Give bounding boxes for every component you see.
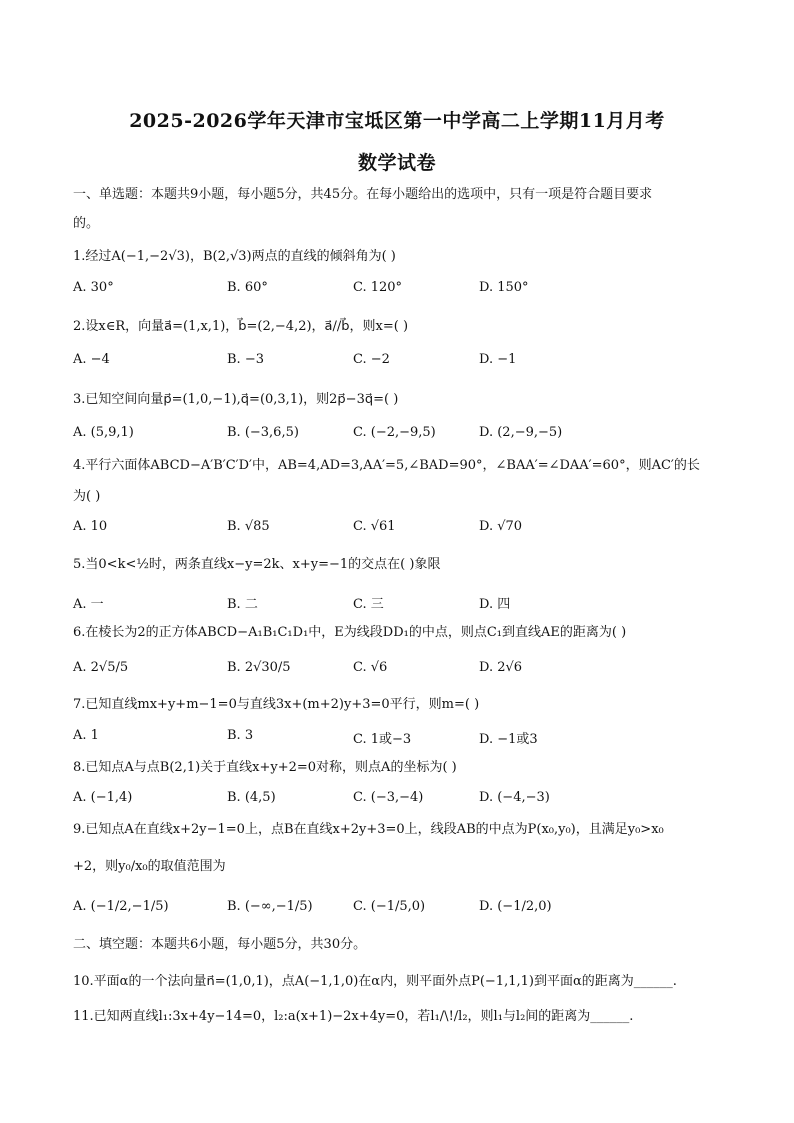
question-6-option-b[interactable]: B. 2√30/5 (227, 660, 291, 675)
question-9-option-a[interactable]: A. (−1/2,−1/5) (73, 899, 169, 914)
exam-subtitle: 数学试卷 (357, 152, 436, 174)
question-11-stem: 11.已知两直线l₁:3x+4y−14=0，l₂:a(x+1)−2x+4y=0，若l₁/\!/l₂，则l₁与l₂间的距离为______. (73, 1009, 634, 1024)
question-5-stem: 5.当0<k<½时，两条直线x−y=2k、x+y=−1的交点在( )象限 (73, 557, 441, 572)
question-1-stem: 1.经过A(−1,−2√3)，B(2,√3)两点的直线的倾斜角为( ) (73, 249, 396, 264)
question-3-options (73, 425, 733, 445)
question-8-option-a[interactable]: A. (−1,4) (73, 790, 133, 805)
question-8-stem: 8.已知点A与点B(2,1)关于直线x+y+2=0对称，则点A的坐标为( ) (73, 760, 457, 775)
question-7-option-b[interactable]: B. 3 (227, 728, 254, 743)
question-8-option-d[interactable]: D. (−4,−3) (479, 790, 550, 805)
question-4-stem: 4.平行六面体ABCD−A′B′C′D′中，AB=4,AD=3,AA′=5,∠BAD=90°，∠BAA′=∠DAA′=60°，则AC′的长 (73, 458, 700, 473)
section-fill-blank-heading: 二、填空题：本题共6小题，每小题5分，共30分。 (73, 937, 367, 952)
question-1-option-a[interactable]: A. 30° (73, 280, 114, 295)
question-2-options (73, 352, 733, 372)
question-5-option-b[interactable]: B. 二 (227, 597, 258, 612)
question-9-stem: 9.已知点A在直线x+2y−1=0上，点B在直线x+2y+3=0上，线段AB的中点为P(x₀,y₀)，且满足y₀>x₀ (73, 822, 664, 837)
question-6-stem: 6.在棱长为2的正方体ABCD−A₁B₁C₁D₁中，E为线段DD₁的中点，则点C₁到直线AE的距离为( ) (73, 625, 627, 640)
question-3-option-d[interactable]: D. (2,−9,−5) (479, 425, 563, 440)
question-7-option-d[interactable]: D. −1或3 (479, 732, 538, 747)
question-1-option-d[interactable]: D. 150° (479, 280, 529, 295)
question-8-option-c[interactable]: C. (−3,−4) (353, 790, 424, 805)
section-single-choice-heading: 一、单选题：本题共9小题，每小题5分，共45分。在每小题给出的选项中，只有一项是符合题目要求 (73, 187, 653, 202)
question-10-stem: 10.平面α的一个法向量n⃗=(1,0,1)，点A(−1,1,0)在α内，则平面外点P(−1,1,1)到平面α的距离为______. (73, 974, 677, 989)
question-2-option-b[interactable]: B. −3 (227, 352, 264, 367)
question-6-option-c[interactable]: C. √6 (353, 660, 388, 675)
question-6-option-a[interactable]: A. 2√5/5 (73, 660, 129, 675)
question-2-option-c[interactable]: C. −2 (353, 352, 390, 367)
question-9-options (73, 899, 733, 919)
question-4-stem-cont: 为( ) (73, 489, 101, 504)
question-1-option-b[interactable]: B. 60° (227, 280, 268, 295)
question-7-option-c[interactable]: C. 1或−3 (353, 732, 412, 747)
question-9-option-b[interactable]: B. (−∞,−1/5) (227, 899, 313, 914)
question-2-stem: 2.设x∈R，向量a⃗=(1,x,1)，b⃗=(2,−4,2)，a⃗//b⃗，则x=( ) (73, 319, 409, 334)
question-4-options (73, 519, 733, 539)
question-1-option-c[interactable]: C. 120° (353, 280, 403, 295)
question-3-option-a[interactable]: A. (5,9,1) (73, 425, 134, 440)
question-5-option-c[interactable]: C. 三 (353, 597, 384, 612)
question-2-option-a[interactable]: A. −4 (73, 352, 110, 367)
question-9-stem-cont: +2，则y₀/x₀的取值范围为 (73, 859, 226, 874)
question-6-option-d[interactable]: D. 2√6 (479, 660, 523, 675)
question-4-option-a[interactable]: A. 10 (73, 519, 108, 534)
question-7-options (73, 728, 733, 748)
question-9-option-d[interactable]: D. (−1/2,0) (479, 899, 552, 914)
section-single-choice-heading-cont: 的。 (73, 216, 100, 231)
question-3-option-c[interactable]: C. (−2,−9,5) (353, 425, 436, 440)
question-7-option-a[interactable]: A. 1 (73, 728, 99, 743)
question-5-option-d[interactable]: D. 四 (479, 597, 511, 612)
question-3-stem: 3.已知空间向量p⃗=(1,0,−1),q⃗=(0,3,1)，则2p⃗−3q⃗=( ) (73, 392, 399, 407)
question-9-option-c[interactable]: C. (−1/5,0) (353, 899, 426, 914)
question-7-stem: 7.已知直线mx+y+m−1=0与直线3x+(m+2)y+3=0平行，则m=( ) (73, 697, 480, 712)
question-3-option-b[interactable]: B. (−3,6,5) (227, 425, 299, 440)
question-4-option-b[interactable]: B. √85 (227, 519, 270, 534)
question-2-option-d[interactable]: D. −1 (479, 352, 517, 367)
question-8-option-b[interactable]: B. (4,5) (227, 790, 276, 805)
question-4-option-c[interactable]: C. √61 (353, 519, 396, 534)
question-5-options (73, 593, 733, 613)
question-1-options (73, 280, 733, 300)
question-6-options (73, 660, 733, 680)
question-4-option-d[interactable]: D. √70 (479, 519, 523, 534)
question-8-options (73, 790, 733, 810)
question-5-option-a[interactable]: A. 一 (73, 597, 104, 612)
exam-title: 2025-2026学年天津市宝坻区第一中学高二上学期11月月考 (129, 110, 665, 132)
